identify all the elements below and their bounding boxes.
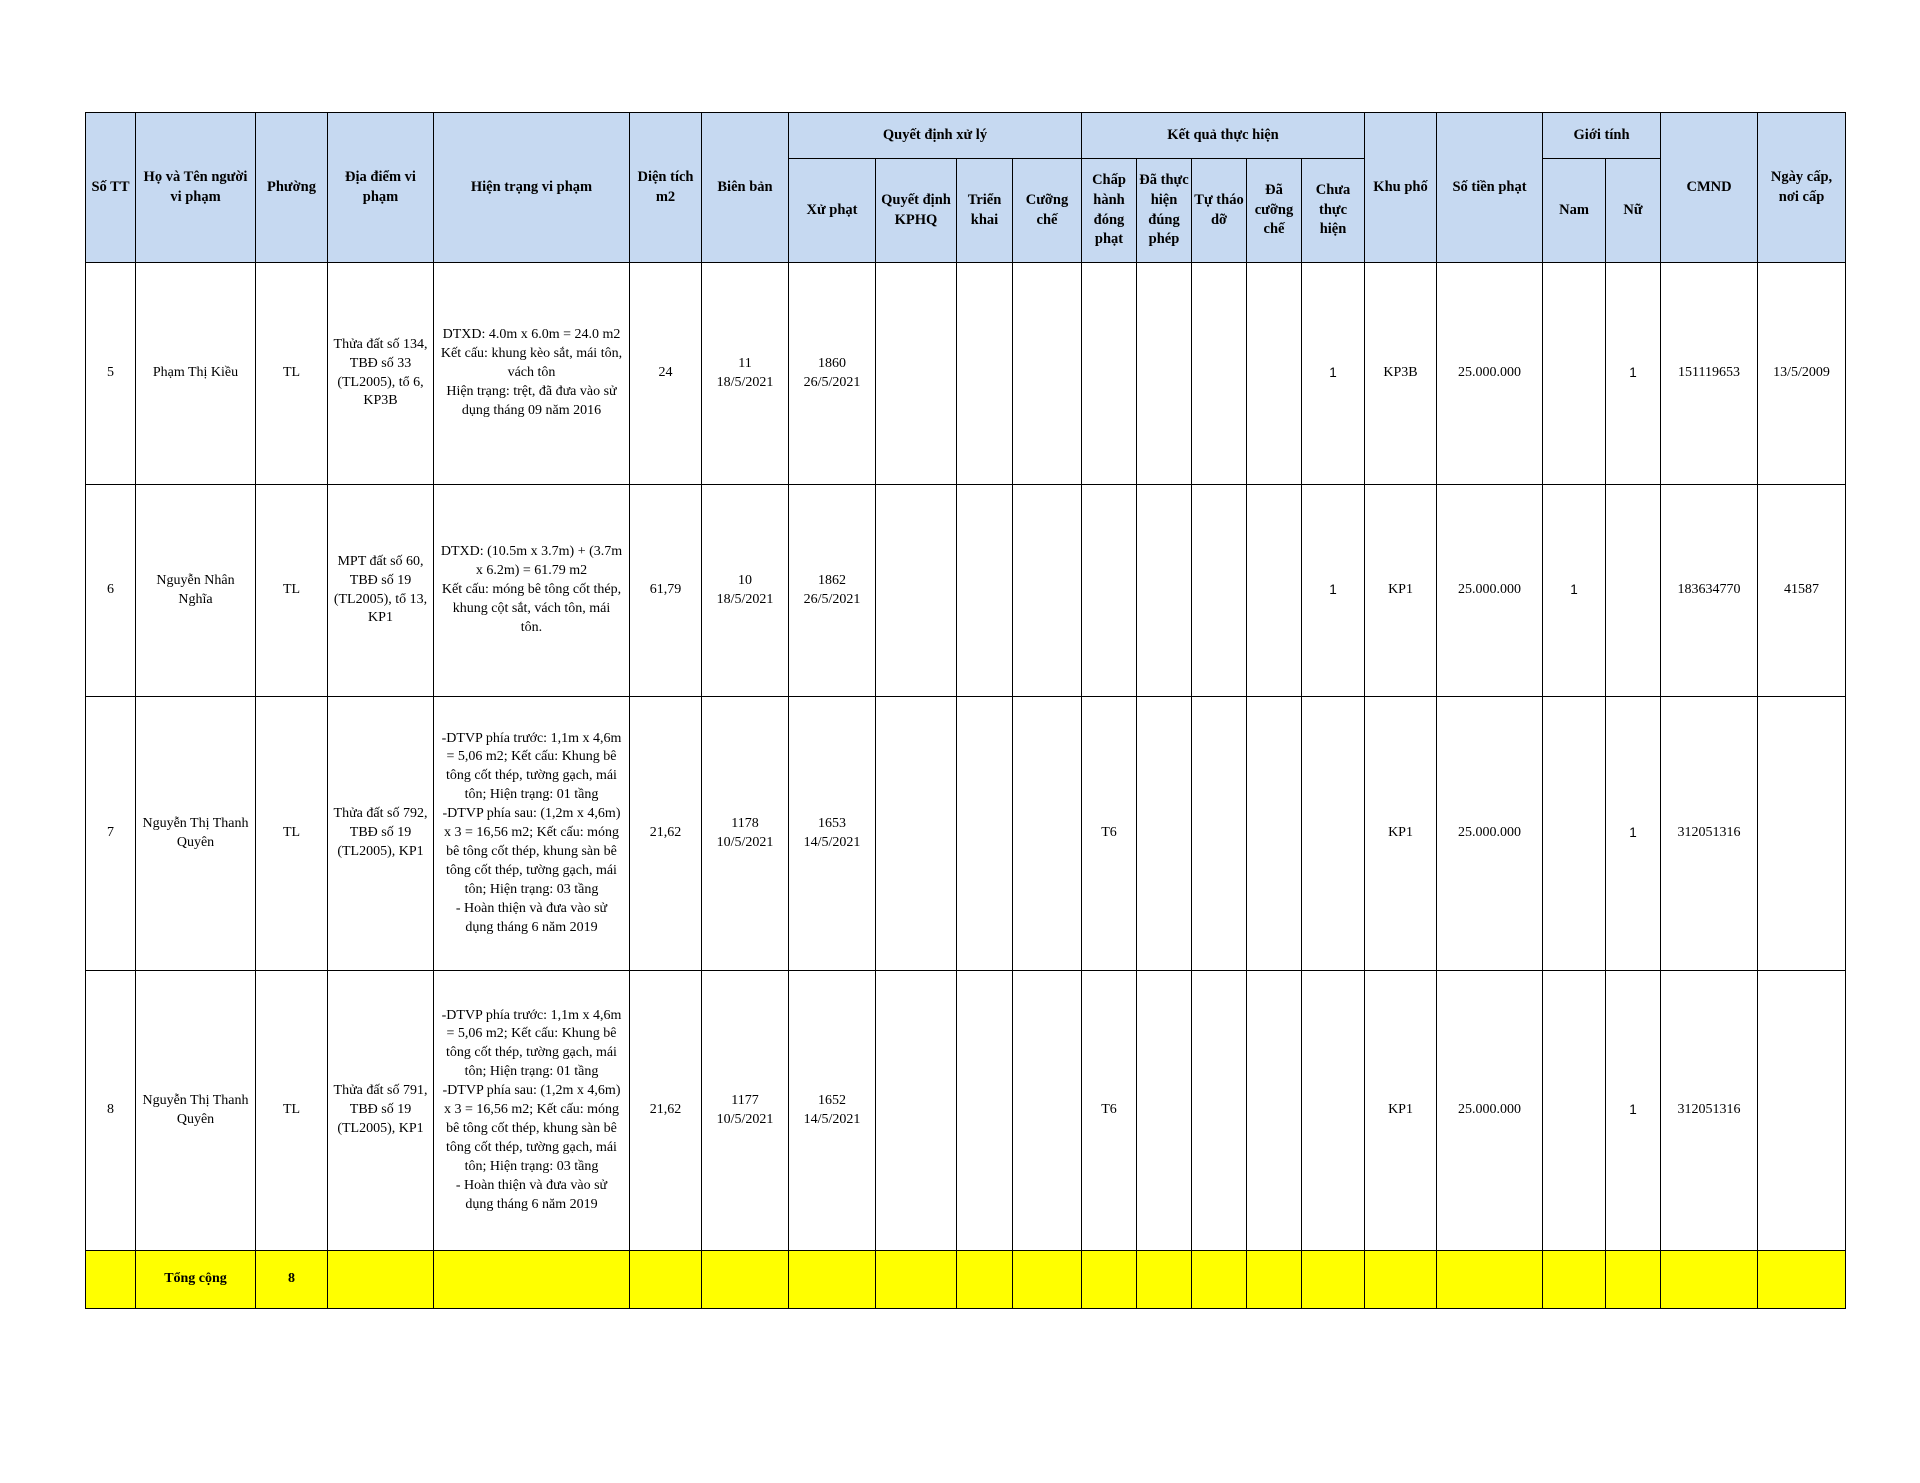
total-cell-empty <box>1013 1251 1082 1309</box>
cell-permitted <box>1137 263 1192 485</box>
total-cell-empty <box>1758 1251 1846 1309</box>
cell-location: Thửa đất số 134, TBĐ số 33 (TL2005), tổ 6, KP3B <box>328 263 434 485</box>
cell-area: 21,62 <box>630 971 702 1251</box>
cell-record: 11 18/5/2021 <box>702 263 789 485</box>
cell-fine: 25.000.000 <box>1437 697 1543 971</box>
col-header-permitted: Đã thực hiện đúng phép <box>1137 159 1192 263</box>
cell-enforce <box>1013 485 1082 697</box>
col-header-id-card: CMND <box>1661 113 1758 263</box>
cell-female: 1 <box>1606 263 1661 485</box>
cell-ward: TL <box>256 971 328 1251</box>
col-header-record: Biên bản <box>702 113 789 263</box>
cell-name: Nguyễn Thị Thanh Quyên <box>136 971 256 1251</box>
cell-kphq <box>876 263 957 485</box>
cell-location: Thửa đất số 791, TBĐ số 19 (TL2005), KP1 <box>328 971 434 1251</box>
cell-location: Thửa đất số 792, TBĐ số 19 (TL2005), KP1 <box>328 697 434 971</box>
cell-stt: 8 <box>86 971 136 1251</box>
cell-enforce <box>1013 697 1082 971</box>
cell-fine: 25.000.000 <box>1437 485 1543 697</box>
cell-deploy <box>957 263 1013 485</box>
cell-status: -DTVP phía trước: 1,1m x 4,6m = 5,06 m2; Kết cấu: Khung bê tông cốt thép, tường gạch, mái tôn; Hiện trạng: 01 tầng -DTVP phía sau: (1,2m x 4,6m) x 3 = 16,56 m2; Kết cấu: móng bê tông cốt thép, khung sàn bê tông cốt thép, tường gạch, mái tôn; Hiện trạng: 03 tầng - Hoàn thiện và đưa vào sử dụng tháng 6 năm 2019 <box>434 971 630 1251</box>
cell-paid: T6 <box>1082 697 1137 971</box>
cell-female <box>1606 485 1661 697</box>
cell-id-card: 151119653 <box>1661 263 1758 485</box>
cell-kphq <box>876 971 957 1251</box>
cell-paid <box>1082 485 1137 697</box>
cell-id-card: 183634770 <box>1661 485 1758 697</box>
col-header-name: Họ và Tên người vi phạm <box>136 113 256 263</box>
cell-status: DTXD: 4.0m x 6.0m = 24.0 m2 Kết cấu: khung kèo sắt, mái tôn, vách tôn Hiện trạng: trệt, đã đưa vào sử dụng tháng 09 năm 2016 <box>434 263 630 485</box>
total-cell-empty <box>1192 1251 1247 1309</box>
cell-id-card: 312051316 <box>1661 971 1758 1251</box>
cell-deploy <box>957 971 1013 1251</box>
cell-kphq <box>876 485 957 697</box>
total-cell-empty <box>1137 1251 1192 1309</box>
cell-male <box>1543 971 1606 1251</box>
total-row <box>86 1251 1846 1309</box>
total-cell-empty <box>328 1251 434 1309</box>
cell-penalty: 1862 26/5/2021 <box>789 485 876 697</box>
col-header-issued: Ngày cấp, nơi cấp <box>1758 113 1846 263</box>
cell-location: MPT đất số 60, TBĐ số 19 (TL2005), tổ 13, KP1 <box>328 485 434 697</box>
cell-self-removed <box>1192 263 1247 485</box>
cell-not-done <box>1302 971 1365 1251</box>
cell-issued <box>1758 971 1846 1251</box>
cell-issued: 13/5/2009 <box>1758 263 1846 485</box>
col-header-female: Nữ <box>1606 159 1661 263</box>
col-group-gender: Giới tính <box>1543 113 1661 159</box>
cell-paid <box>1082 263 1137 485</box>
cell-id-card: 312051316 <box>1661 697 1758 971</box>
cell-not-done: 1 <box>1302 485 1365 697</box>
cell-penalty: 1860 26/5/2021 <box>789 263 876 485</box>
total-cell-empty <box>789 1251 876 1309</box>
cell-name: Nguyễn Thị Thanh Quyên <box>136 697 256 971</box>
cell-penalty: 1652 14/5/2021 <box>789 971 876 1251</box>
col-header-not-done: Chưa thực hiện <box>1302 159 1365 263</box>
total-cell-empty <box>434 1251 630 1309</box>
col-header-paid: Chấp hành đóng phạt <box>1082 159 1137 263</box>
cell-fine: 25.000.000 <box>1437 263 1543 485</box>
cell-name: Nguyễn Nhân Nghĩa <box>136 485 256 697</box>
cell-issued <box>1758 697 1846 971</box>
violation-table <box>85 112 1846 1309</box>
total-cell-empty <box>1082 1251 1137 1309</box>
total-cell-empty <box>1543 1251 1606 1309</box>
cell-self-removed <box>1192 485 1247 697</box>
cell-stt: 6 <box>86 485 136 697</box>
cell-record: 1178 10/5/2021 <box>702 697 789 971</box>
cell-ward: TL <box>256 697 328 971</box>
total-cell-empty <box>876 1251 957 1309</box>
total-cell-empty <box>957 1251 1013 1309</box>
col-header-area: Diện tích m2 <box>630 113 702 263</box>
cell-quarter: KP3B <box>1365 263 1437 485</box>
table-row <box>86 263 1846 485</box>
total-cell-empty <box>1247 1251 1302 1309</box>
cell-deploy <box>957 485 1013 697</box>
table-row <box>86 485 1846 697</box>
cell-area: 21,62 <box>630 697 702 971</box>
col-header-status: Hiện trạng vi phạm <box>434 113 630 263</box>
cell-enforce <box>1013 971 1082 1251</box>
total-cell-empty <box>1365 1251 1437 1309</box>
col-group-decision: Quyết định xử lý <box>789 113 1082 159</box>
cell-stt: 7 <box>86 697 136 971</box>
cell-enforce <box>1013 263 1082 485</box>
cell-ward: TL <box>256 263 328 485</box>
table-row <box>86 971 1846 1251</box>
total-label: Tổng cộng <box>136 1251 256 1309</box>
cell-quarter: KP1 <box>1365 971 1437 1251</box>
col-header-enforce: Cưỡng chế <box>1013 159 1082 263</box>
cell-not-done: 1 <box>1302 263 1365 485</box>
cell-status: DTXD: (10.5m x 3.7m) + (3.7m x 6.2m) = 61.79 m2 Kết cấu: móng bê tông cốt thép, khung cột sắt, vách tôn, mái tôn. <box>434 485 630 697</box>
col-header-quarter: Khu phố <box>1365 113 1437 263</box>
cell-enforced <box>1247 971 1302 1251</box>
cell-record: 10 18/5/2021 <box>702 485 789 697</box>
cell-permitted <box>1137 485 1192 697</box>
cell-area: 61,79 <box>630 485 702 697</box>
col-header-self-removed: Tự tháo dỡ <box>1192 159 1247 263</box>
total-cell-empty <box>1606 1251 1661 1309</box>
cell-female: 1 <box>1606 971 1661 1251</box>
cell-permitted <box>1137 971 1192 1251</box>
header-row-1 <box>86 113 1846 159</box>
cell-ward: TL <box>256 485 328 697</box>
cell-stt: 5 <box>86 263 136 485</box>
cell-permitted <box>1137 697 1192 971</box>
col-header-male: Nam <box>1543 159 1606 263</box>
cell-name: Phạm Thị Kiều <box>136 263 256 485</box>
col-header-stt: Số TT <box>86 113 136 263</box>
cell-female: 1 <box>1606 697 1661 971</box>
col-header-penalty: Xử phạt <box>789 159 876 263</box>
total-cell-empty <box>1661 1251 1758 1309</box>
table-row <box>86 697 1846 971</box>
cell-issued: 41587 <box>1758 485 1846 697</box>
cell-quarter: KP1 <box>1365 697 1437 971</box>
cell-paid: T6 <box>1082 971 1137 1251</box>
cell-penalty: 1653 14/5/2021 <box>789 697 876 971</box>
total-cell-empty <box>86 1251 136 1309</box>
cell-record: 1177 10/5/2021 <box>702 971 789 1251</box>
col-header-ward: Phường <box>256 113 328 263</box>
col-header-deploy: Triển khai <box>957 159 1013 263</box>
total-cell-empty <box>1302 1251 1365 1309</box>
total-cell-empty <box>1437 1251 1543 1309</box>
cell-male: 1 <box>1543 485 1606 697</box>
cell-not-done <box>1302 697 1365 971</box>
cell-fine: 25.000.000 <box>1437 971 1543 1251</box>
cell-male <box>1543 697 1606 971</box>
cell-quarter: KP1 <box>1365 485 1437 697</box>
col-header-location: Địa điểm vi phạm <box>328 113 434 263</box>
cell-kphq <box>876 697 957 971</box>
cell-enforced <box>1247 485 1302 697</box>
total-cell-empty <box>630 1251 702 1309</box>
cell-self-removed <box>1192 697 1247 971</box>
col-group-result: Kết quả thực hiện <box>1082 113 1365 159</box>
cell-enforced <box>1247 263 1302 485</box>
total-count: 8 <box>256 1251 328 1309</box>
total-cell-empty <box>702 1251 789 1309</box>
col-header-kphq: Quyết định KPHQ <box>876 159 957 263</box>
cell-self-removed <box>1192 971 1247 1251</box>
col-header-fine: Số tiền phạt <box>1437 113 1543 263</box>
cell-deploy <box>957 697 1013 971</box>
cell-enforced <box>1247 697 1302 971</box>
cell-status: -DTVP phía trước: 1,1m x 4,6m = 5,06 m2; Kết cấu: Khung bê tông cốt thép, tường gạch, mái tôn; Hiện trạng: 01 tầng -DTVP phía sau: (1,2m x 4,6m) x 3 = 16,56 m2; Kết cấu: móng bê tông cốt thép, khung sàn bê tông cốt thép, tường gạch, mái tôn; Hiện trạng: 03 tầng - Hoàn thiện và đưa vào sử dụng tháng 6 năm 2019 <box>434 697 630 971</box>
col-header-enforced: Đã cưỡng chế <box>1247 159 1302 263</box>
cell-male <box>1543 263 1606 485</box>
cell-area: 24 <box>630 263 702 485</box>
